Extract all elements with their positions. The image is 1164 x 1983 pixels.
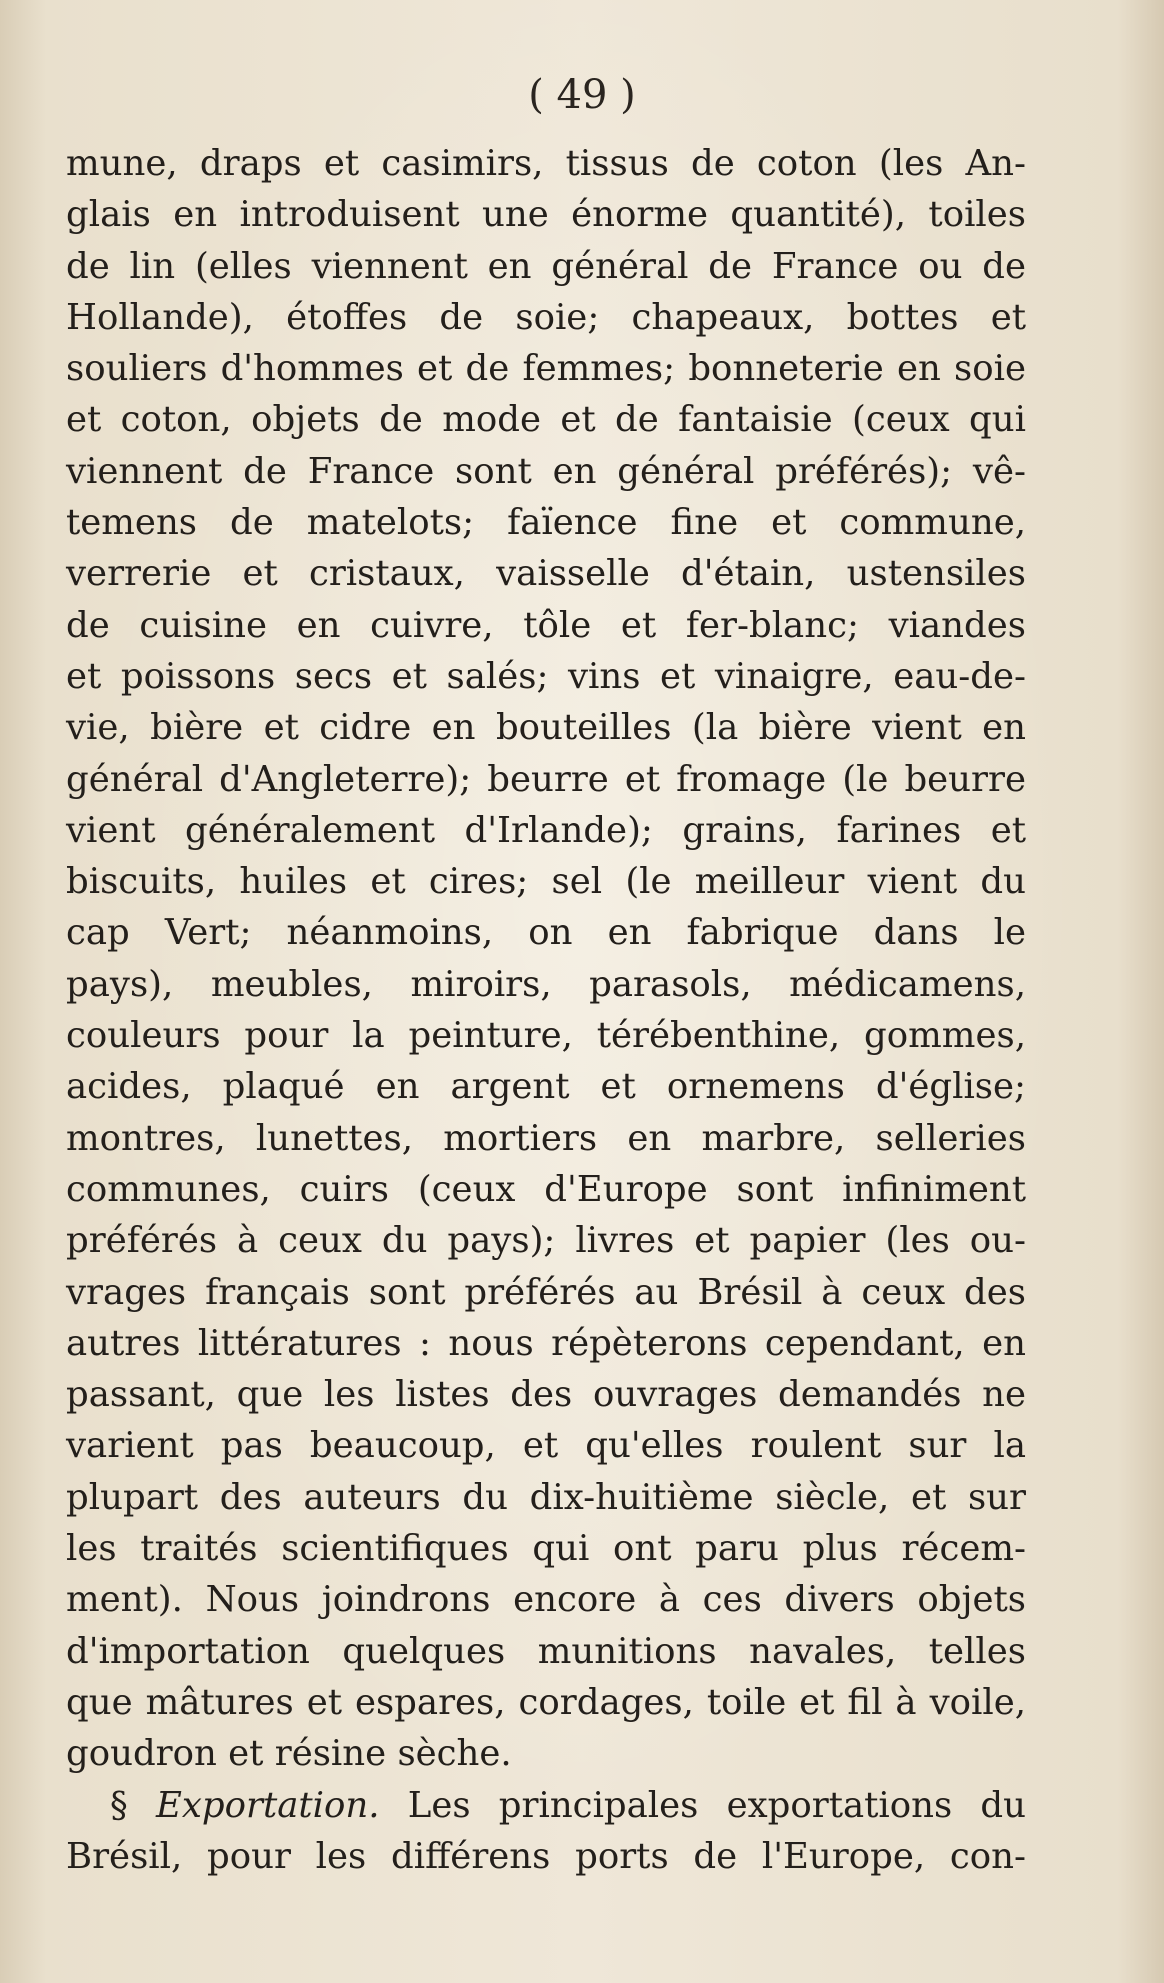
text-line: montres, lunettes, mortiers en marbre, selleries <box>66 1117 1026 1159</box>
text-line: et poissons secs et salés; vins et vinaigre, eau-de- <box>66 655 1026 697</box>
section-text: Les principales exportations du <box>407 1784 1026 1826</box>
text-line: de cuisine en cuivre, tôle et fer-blanc; viandes <box>66 604 1026 646</box>
text-line: ment). Nous joindrons encore à ces divers objets <box>66 1579 1026 1621</box>
text-line: vrages français sont préférés au Brésil à ceux des <box>66 1271 1026 1313</box>
text-line: général d'Angleterre); beurre et fromage (le beurre <box>66 758 1026 800</box>
text-line-paragraph-end: goudron et résine sèche. <box>66 1733 512 1775</box>
text-line: pays), meubles, miroirs, parasols, médicamens, <box>66 963 1026 1005</box>
text-line: Hollande), étoffes de soie; chapeaux, bottes et <box>66 296 1026 338</box>
text-line: couleurs pour la peinture, térébenthine, gommes, <box>66 1015 1026 1057</box>
text-line: les traités scientifiques qui ont paru plus récem- <box>66 1528 1026 1570</box>
text-line: et coton, objets de mode et de fantaisie (ceux qui <box>66 399 1026 441</box>
text-line: autres littératures : nous répèterons cependant, en <box>66 1322 1026 1364</box>
text-line: varient pas beaucoup, et qu'elles roulent sur la <box>66 1425 1026 1467</box>
text-line: temens de matelots; faïence fine et commune, <box>66 502 1026 544</box>
text-line: cap Vert; néanmoins, on en fabrique dans le <box>66 912 1026 954</box>
text-line: de lin (elles viennent en général de France ou de <box>66 245 1026 287</box>
text-line: vient généralement d'Irlande); grains, farines et <box>66 809 1026 851</box>
text-line: vie, bière et cidre en bouteilles (la bière vient en <box>66 707 1026 749</box>
text-line: verrerie et cristaux, vaisselle d'étain, ustensiles <box>66 553 1026 595</box>
text-line: d'importation quelques munitions navales, telles <box>66 1630 1026 1672</box>
text-line: Brésil, pour les différens ports de l'Europe, con- <box>66 1835 1026 1877</box>
section-heading-line <box>66 1780 1026 1831</box>
section-heading: Exportation. <box>155 1784 380 1826</box>
text-line: plupart des auteurs du dix-huitième siècle, et sur <box>66 1476 1026 1518</box>
page-number: ( 49 ) <box>528 72 636 118</box>
text-line: biscuits, huiles et cires; sel (le meilleur vient du <box>66 861 1026 903</box>
text-line: préférés à ceux du pays); livres et papier (les ou- <box>66 1220 1026 1262</box>
text-line: souliers d'hommes et de femmes; bonneterie en soie <box>66 348 1026 390</box>
text-line: passant, que les listes des ouvrages demandés ne <box>66 1374 1026 1416</box>
text-line: viennent de France sont en général préférés); vê- <box>66 450 1026 492</box>
section-mark: § <box>110 1784 128 1826</box>
text-line: communes, cuirs (ceux d'Europe sont infiniment <box>66 1168 1026 1210</box>
text-line: acides, plaqué en argent et ornemens d'église; <box>66 1066 1026 1108</box>
body-text <box>66 138 1026 1882</box>
text-line: glais en introduisent une énorme quantité), toiles <box>66 194 1026 236</box>
text-line: mune, draps et casimirs, tissus de coton (les An- <box>66 143 1026 184</box>
text-line: que mâtures et espares, cordages, toile et fil à voile, <box>66 1681 1026 1723</box>
